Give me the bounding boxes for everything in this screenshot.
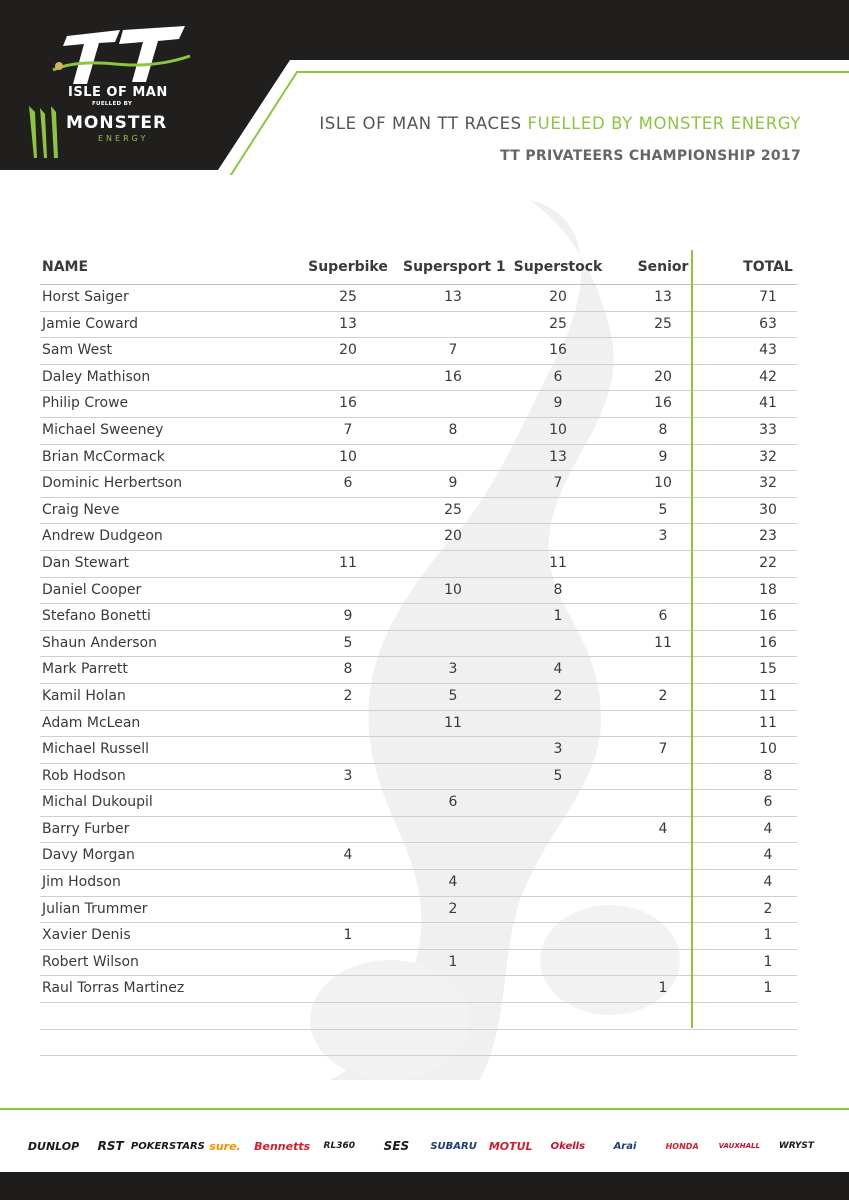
cell-superbike: 2 (343, 687, 353, 704)
table-row (40, 897, 797, 924)
tt-monster-logo (0, 0, 230, 175)
table-row (40, 817, 797, 844)
cell-name: Sam West (42, 342, 112, 359)
table-row (40, 843, 797, 870)
table-row (40, 524, 797, 551)
cell-name: Dan Stewart (42, 554, 129, 571)
sponsor-logo: Okells (550, 1140, 586, 1152)
sponsor-logo: DUNLOP (27, 1139, 80, 1153)
cell-supersport1: 11 (444, 714, 462, 731)
table-row (40, 312, 797, 339)
cell-senior: 2 (658, 687, 668, 704)
cell-total: 30 (759, 501, 777, 518)
column-header-superbike: Superbike (308, 259, 388, 275)
cell-superstock: 16 (549, 342, 567, 359)
sponsor-logo: RST (97, 1139, 124, 1153)
table-row (40, 950, 797, 977)
cell-superstock: 20 (549, 289, 567, 305)
cell-superstock: 10 (549, 421, 567, 438)
cell-total: 1 (763, 980, 773, 997)
cell-superstock: 2 (553, 687, 563, 704)
cell-total: 11 (759, 687, 777, 704)
cell-superstock: 25 (549, 315, 567, 332)
cell-supersport1: 5 (448, 687, 458, 704)
cell-supersport1: 6 (448, 794, 458, 811)
table-row (40, 1030, 797, 1057)
table-row (40, 870, 797, 897)
championship-title: TT PRIVATEERS CHAMPIONSHIP 2017 (500, 148, 801, 164)
headline-accent: FUELLED BY MONSTER ENERGY (527, 114, 801, 133)
cell-total: 71 (759, 289, 777, 305)
monster-wordmark: MONSTER (66, 113, 168, 133)
cell-name: Philip Crowe (42, 395, 129, 412)
cell-supersport1: 9 (448, 475, 458, 492)
sponsor-logo: RL360 (323, 1141, 355, 1151)
cell-name: Michal Dukoupil (42, 794, 153, 811)
table-row (40, 471, 797, 498)
cell-name: Robert Wilson (42, 953, 139, 970)
table-row (40, 684, 797, 711)
cell-senior: 6 (658, 608, 668, 625)
cell-superbike: 25 (339, 289, 357, 305)
table-row (40, 976, 797, 1003)
cell-total: 22 (759, 554, 777, 571)
cell-name: Michael Sweeney (42, 421, 164, 438)
cell-total: 16 (759, 634, 777, 651)
sponsor-logo: MOTUL (488, 1139, 533, 1153)
table-row (40, 578, 797, 605)
cell-total: 4 (763, 874, 773, 891)
isle-of-man-wordmark: ISLE OF MAN (68, 85, 168, 100)
cell-senior: 16 (654, 395, 672, 412)
sponsor-logo: HONDA (665, 1141, 699, 1151)
cell-superbike: 6 (343, 475, 353, 492)
table-header-row (40, 250, 797, 285)
cell-total: 16 (759, 608, 777, 625)
cell-total: 33 (759, 421, 777, 438)
cell-name: Davy Morgan (42, 847, 135, 864)
table-row (40, 445, 797, 472)
cell-name: Mark Parrett (42, 661, 128, 678)
cell-supersport1: 25 (444, 501, 462, 518)
page-headline (319, 114, 801, 133)
cell-name: Julian Trummer (42, 900, 148, 917)
cell-supersport1: 13 (444, 289, 462, 305)
table-row (40, 631, 797, 658)
cell-name: Barry Furber (42, 820, 130, 837)
cell-superstock: 11 (549, 554, 567, 571)
fuelled-by-label: FUELLED BY (92, 101, 133, 107)
cell-total: 6 (763, 794, 773, 811)
cell-superstock: 3 (553, 741, 563, 758)
cell-total: 23 (759, 528, 777, 545)
sponsor-logo: POKERSTARS (130, 1140, 205, 1152)
cell-name: Andrew Dudgeon (42, 528, 163, 545)
cell-superbike: 7 (343, 421, 353, 438)
cell-senior: 20 (654, 368, 672, 385)
tt-logo-mark (45, 22, 195, 92)
cell-superstock: 6 (553, 368, 563, 385)
cell-name: Dominic Herbertson (42, 475, 183, 492)
cell-name: Craig Neve (42, 501, 120, 518)
cell-name: Horst Saiger (42, 289, 129, 305)
cell-senior: 1 (658, 980, 668, 997)
cell-name: Michael Russell (42, 741, 150, 758)
cell-superbike: 1 (343, 927, 353, 944)
cell-supersport1: 8 (448, 421, 458, 438)
table-row (40, 604, 797, 631)
sponsor-logo: WRYST (778, 1141, 814, 1151)
headline-main: ISLE OF MAN TT RACES (319, 114, 522, 133)
cell-superstock: 4 (553, 661, 563, 678)
cell-name: Brian McCormack (42, 448, 165, 465)
sponsor-strip (25, 1128, 825, 1164)
table-row (40, 790, 797, 817)
cell-superbike: 3 (343, 767, 353, 784)
cell-total: 42 (759, 368, 777, 385)
cell-total: 63 (759, 315, 777, 332)
sponsor-logo: SUBARU (430, 1140, 477, 1152)
cell-total: 15 (759, 661, 777, 678)
table-row (40, 498, 797, 525)
cell-name: Daley Mathison (42, 368, 151, 385)
column-header-total: TOTAL (743, 259, 793, 275)
cell-superbike: 11 (339, 554, 357, 571)
column-header-name: NAME (42, 259, 89, 275)
cell-superbike: 16 (339, 395, 357, 412)
cell-superbike: 5 (343, 634, 353, 651)
cell-senior: 8 (658, 421, 668, 438)
cell-supersport1: 3 (448, 661, 458, 678)
cell-superbike: 4 (343, 847, 353, 864)
cell-senior: 4 (658, 820, 668, 837)
cell-supersport1: 4 (448, 874, 458, 891)
cell-supersport1: 2 (448, 900, 458, 917)
cell-supersport1: 16 (444, 368, 462, 385)
cell-superbike: 8 (343, 661, 353, 678)
table-row (40, 285, 797, 312)
cell-supersport1: 1 (448, 953, 458, 970)
cell-superstock: 8 (553, 581, 563, 598)
table-row (40, 551, 797, 578)
cell-total: 18 (759, 581, 777, 598)
cell-superbike: 20 (339, 342, 357, 359)
cell-name: Kamil Holan (42, 687, 126, 704)
cell-name: Shaun Anderson (42, 634, 157, 651)
total-column-divider (691, 250, 693, 1028)
cell-total: 2 (763, 900, 773, 917)
table-body (40, 285, 797, 1056)
cell-senior: 13 (654, 289, 672, 305)
table-row (40, 764, 797, 791)
table-row (40, 418, 797, 445)
cell-senior: 5 (658, 501, 668, 518)
sponsor-logo: Bennetts (254, 1139, 311, 1153)
table-row (40, 657, 797, 684)
table-row (40, 391, 797, 418)
bottom-bar (0, 1172, 849, 1200)
cell-total: 8 (763, 767, 773, 784)
cell-superstock: 1 (553, 608, 563, 625)
cell-superstock: 13 (549, 448, 567, 465)
cell-name: Xavier Denis (42, 927, 131, 944)
cell-total: 32 (759, 448, 777, 465)
table-row (40, 338, 797, 365)
cell-name: Raul Torras Martinez (42, 980, 185, 997)
column-header-senior: Senior (637, 259, 689, 275)
cell-senior: 9 (658, 448, 668, 465)
cell-name: Rob Hodson (42, 767, 126, 784)
table-row (40, 737, 797, 764)
cell-name: Jim Hodson (42, 874, 121, 891)
cell-supersport1: 20 (444, 528, 462, 545)
sponsor-logo: SES (383, 1139, 410, 1153)
standings-table (40, 250, 797, 1056)
cell-superstock: 9 (553, 395, 563, 412)
table-row (40, 365, 797, 392)
cell-total: 10 (759, 741, 777, 758)
cell-name: Stefano Bonetti (42, 608, 151, 625)
cell-total: 1 (763, 953, 773, 970)
cell-name: Daniel Cooper (42, 581, 142, 598)
cell-total: 11 (759, 714, 777, 731)
monster-claw-icon (25, 104, 61, 160)
cell-supersport1: 10 (444, 581, 462, 598)
cell-senior: 3 (658, 528, 668, 545)
cell-superbike: 9 (343, 608, 353, 625)
cell-senior: 11 (654, 634, 672, 651)
cell-name: Jamie Coward (42, 315, 139, 332)
cell-total: 41 (759, 395, 777, 412)
cell-superstock: 7 (553, 475, 563, 492)
cell-senior: 10 (654, 475, 672, 492)
energy-wordmark: ENERGY (98, 134, 149, 143)
cell-total: 32 (759, 475, 777, 492)
cell-name: Adam McLean (42, 714, 141, 731)
cell-total: 4 (763, 847, 773, 864)
sponsor-logo: Arai (613, 1140, 637, 1152)
table-row (40, 923, 797, 950)
cell-total: 43 (759, 342, 777, 359)
sponsor-logo: sure. (209, 1139, 241, 1153)
sponsor-logo: VAUXHALL (718, 1142, 760, 1150)
column-header-supersport1: Supersport 1 (403, 259, 506, 275)
cell-superbike: 10 (339, 448, 357, 465)
cell-superstock: 5 (553, 767, 563, 784)
cell-supersport1: 7 (448, 342, 458, 359)
footer-divider (0, 1108, 849, 1110)
cell-superbike: 13 (339, 315, 357, 332)
table-row (40, 1003, 797, 1030)
column-header-superstock: Superstock (513, 259, 603, 275)
cell-total: 1 (763, 927, 773, 944)
cell-senior: 25 (654, 315, 672, 332)
cell-total: 4 (763, 820, 773, 837)
table-row (40, 711, 797, 738)
cell-senior: 7 (658, 741, 668, 758)
